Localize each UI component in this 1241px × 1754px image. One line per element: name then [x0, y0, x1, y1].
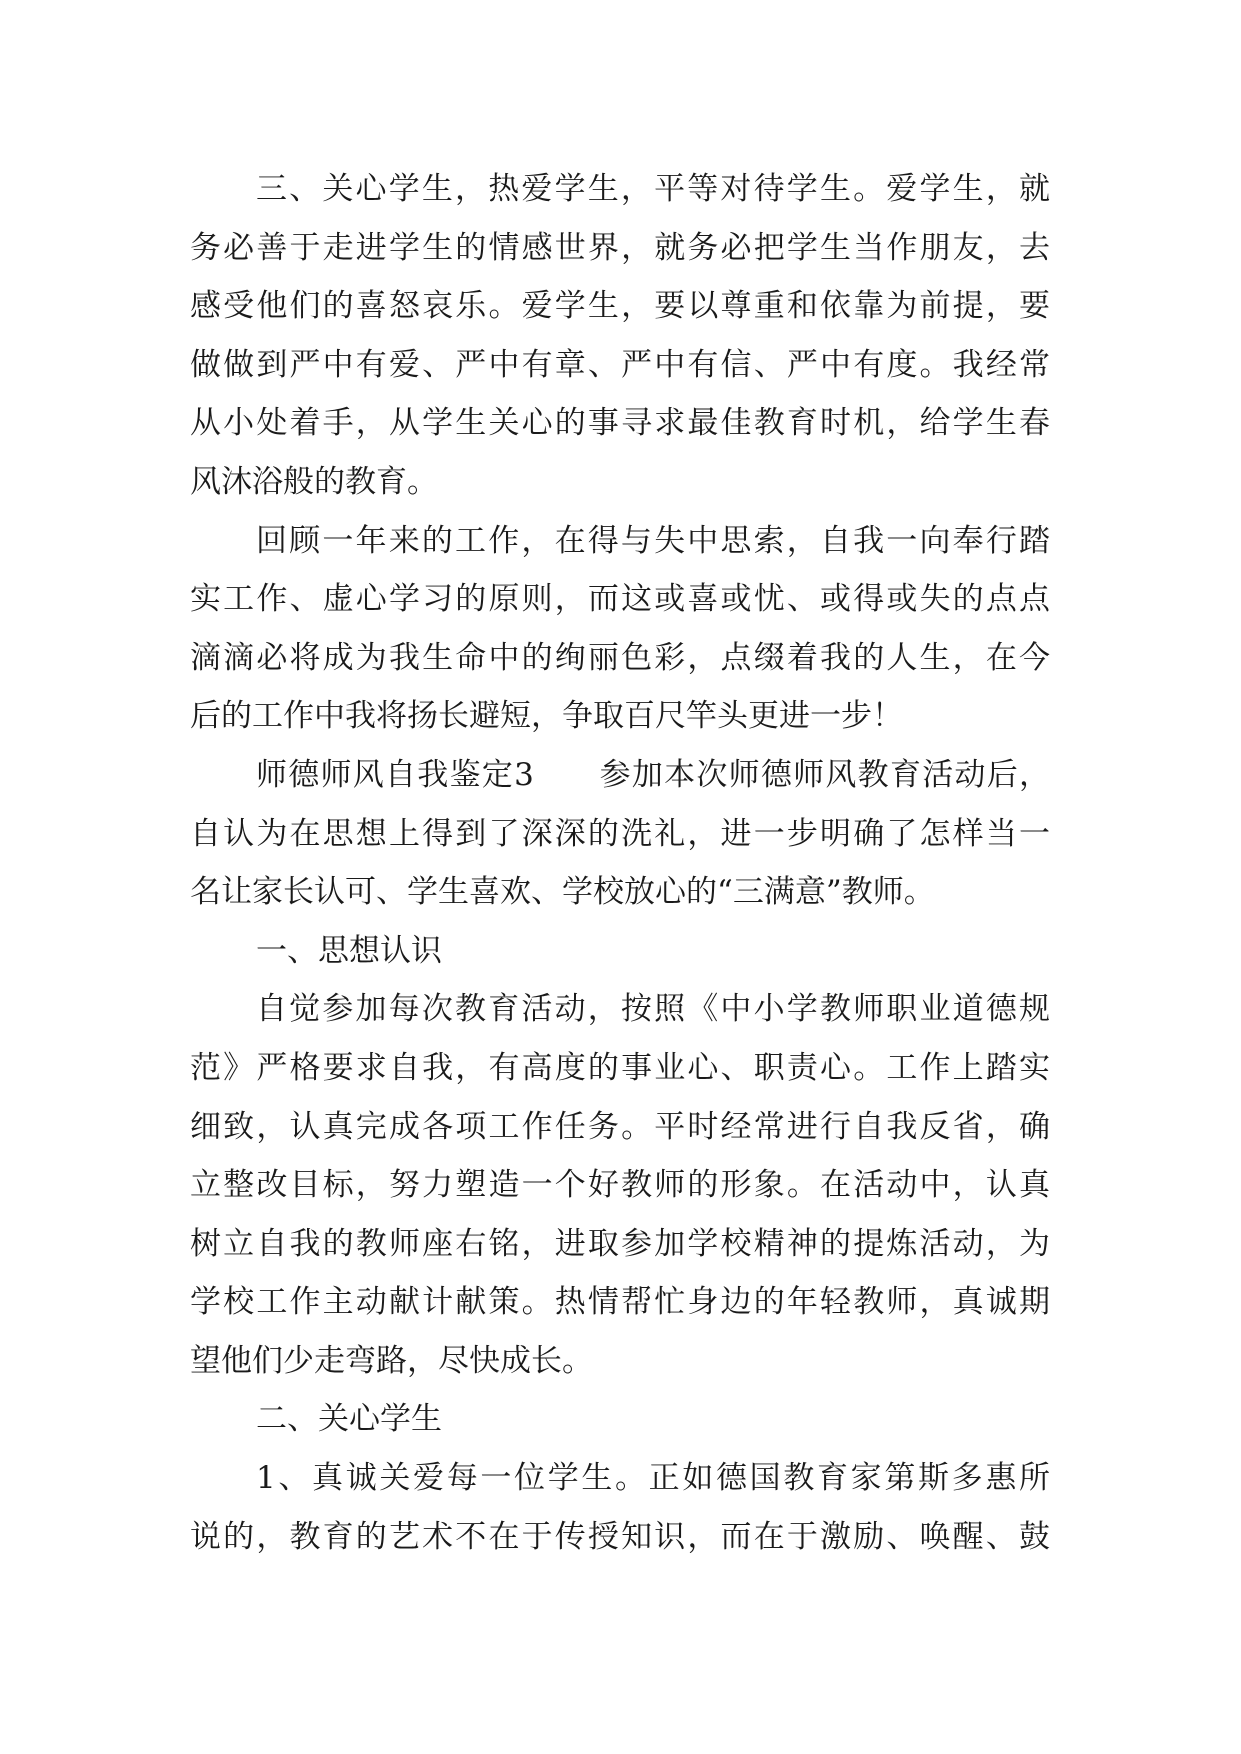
text-line: 感受他们的喜怒哀乐。爱学生，要以尊重和依靠为前提，要 — [190, 288, 1050, 325]
text-line: 名让家长认可、学生喜欢、学校放心的“三满意”教师。 — [190, 874, 935, 911]
text-line: 立整改目标，努力塑造一个好教师的形象。在活动中，认真 — [190, 1167, 1050, 1204]
text-line: 一、思想认识 — [256, 932, 442, 969]
text-line: 师德师风自我鉴定3 参加本次师德师风教育活动后， — [256, 756, 1050, 793]
text-line: 做做到严中有爱、严中有章、严中有信、严中有度。我经常 — [190, 346, 1050, 383]
text-line: 二、关心学生 — [256, 1401, 442, 1438]
text-line: 实工作、虚心学习的原则，而这或喜或忧、或得或失的点点 — [190, 581, 1050, 618]
text-line: 务必善于走进学生的情感世界，就务必把学生当作朋友，去 — [190, 229, 1050, 266]
document-body — [190, 160, 1050, 1566]
text-line: 1、真诚关爱每一位学生。正如德国教育家第斯多惠所 — [256, 1460, 1050, 1497]
text-line: 望他们少走弯路，尽快成长。 — [190, 1342, 593, 1379]
text-line: 树立自我的教师座右铭，进取参加学校精神的提炼活动，为 — [190, 1225, 1050, 1262]
text-line: 细致，认真完成各项工作任务。平时经常进行自我反省，确 — [190, 1108, 1050, 1145]
text-line: 后的工作中我将扬长避短，争取百尺竿头更进一步！ — [190, 698, 903, 735]
text-line: 自觉参加每次教育活动，按照《中小学教师职业道德规 — [256, 991, 1050, 1028]
text-line: 说的，教育的艺术不在于传授知识，而在于激励、唤醒、鼓 — [190, 1518, 1050, 1555]
text-line: 三、关心学生，热爱学生，平等对待学生。爱学生，就 — [256, 171, 1050, 207]
text-line: 学校工作主动献计献策。热情帮忙身边的年轻教师，真诚期 — [190, 1284, 1050, 1321]
text-line: 风沐浴般的教育。 — [190, 463, 438, 500]
text-line: 回顾一年来的工作，在得与失中思索，自我一向奉行踏 — [256, 522, 1050, 559]
text-line: 滴滴必将成为我生命中的绚丽色彩，点缀着我的人生，在今 — [190, 639, 1050, 676]
text-line: 自认为在思想上得到了深深的洗礼，进一步明确了怎样当一 — [190, 815, 1050, 852]
text-line: 范》严格要求自我，有高度的事业心、职责心。工作上踏实 — [190, 1049, 1050, 1086]
text-line: 从小处着手，从学生关心的事寻求最佳教育时机，给学生春 — [190, 405, 1050, 442]
